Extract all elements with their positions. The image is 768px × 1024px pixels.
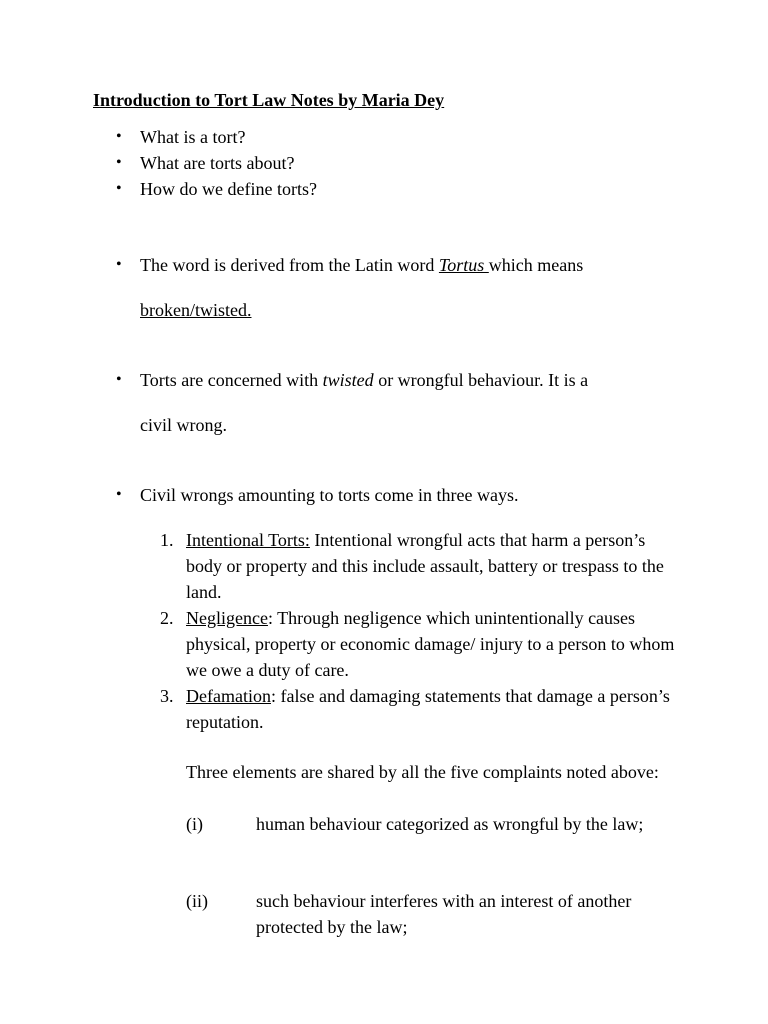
tort-types-list — [160, 527, 680, 735]
list-number: 2. — [160, 608, 174, 628]
concern-lead: Torts are concerned with — [140, 370, 323, 390]
element-label: (ii) — [186, 891, 208, 911]
list-item — [160, 605, 680, 683]
element-item — [186, 811, 686, 837]
document-title: Introduction to Tort Law Notes by Maria Dey — [93, 90, 445, 110]
list-item — [160, 527, 680, 605]
question-item: What is a tort? — [140, 127, 246, 147]
concern-trail: or wrongful behaviour. It is a — [373, 370, 589, 390]
list-number: 3. — [160, 686, 174, 706]
list-number: 1. — [160, 530, 174, 550]
concern-line-2: civil wrong. — [140, 415, 227, 435]
derivation-lead: The word is derived from the Latin word — [140, 255, 439, 275]
question-item: What are torts about? — [140, 153, 295, 173]
concern-emphasis: twisted — [322, 370, 374, 390]
bullet-icon: • — [116, 180, 122, 197]
concern-line — [140, 367, 588, 393]
bullet-icon: • — [116, 154, 122, 171]
bullet-icon: • — [116, 128, 122, 145]
element-item — [186, 888, 686, 940]
tort-type-term: Negligence — [186, 608, 268, 628]
derivation-trail: which means — [488, 255, 584, 275]
tort-type-text: : Through negligence which unintentionally causes physical, property or economic damage/ injury to a person to whom we owe a duty of care. — [186, 608, 675, 680]
ways-intro: Civil wrongs amounting to torts come in three ways. — [140, 485, 519, 505]
derivation-meaning: broken/twisted. — [140, 300, 252, 320]
bullet-icon: • — [116, 371, 122, 388]
latin-word: Tortus — [438, 255, 489, 275]
list-item — [160, 683, 680, 735]
element-label: (i) — [186, 814, 203, 834]
element-text: human behaviour categorized as wrongful by the law; — [256, 814, 644, 834]
elements-intro: Three elements are shared by all the five complaints noted above: — [186, 762, 659, 782]
tort-type-text: : false and damaging statements that damage a person’s reputation. — [186, 686, 670, 732]
tort-type-term: Defamation — [186, 686, 271, 706]
bullet-icon: • — [116, 256, 122, 273]
tort-type-term: Intentional Torts: — [186, 530, 310, 550]
derivation-line — [140, 252, 583, 278]
bullet-icon: • — [116, 486, 122, 503]
element-text: such behaviour interferes with an interest of another protected by the law; — [256, 891, 632, 937]
tort-type-text: Intentional wrongful acts that harm a person’s body or property and this include assault, battery or trespass to the land. — [186, 530, 664, 602]
question-item: How do we define torts? — [140, 179, 317, 199]
